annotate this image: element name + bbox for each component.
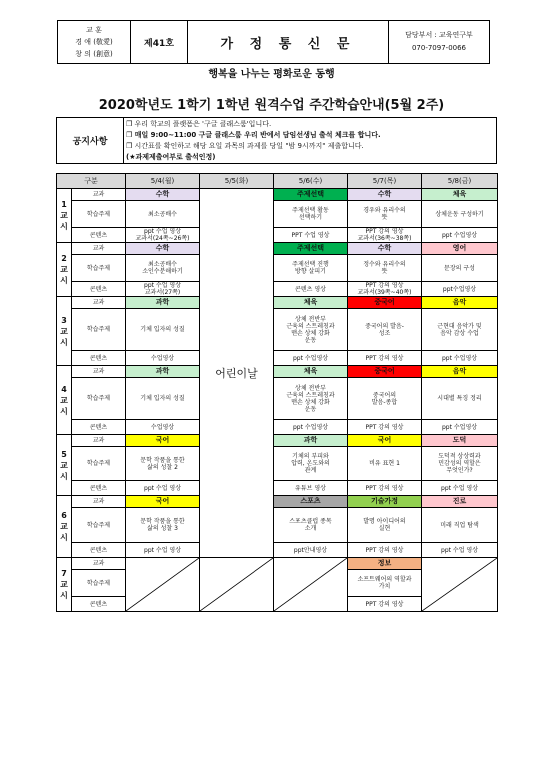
topic-cell: 근현대 음악가 및 음악 감상 수업 — [422, 309, 498, 351]
content-cell: ppt 수업영상 — [274, 420, 348, 435]
subject-cell: 국어 — [126, 496, 200, 508]
table-row — [57, 420, 498, 435]
column-header: 5/7(목) — [348, 174, 422, 189]
holiday-cell: 어린이날 — [200, 189, 274, 558]
table-row — [57, 351, 498, 366]
period-label: 2 교 시 — [57, 243, 72, 297]
school-motto — [58, 21, 131, 64]
table-row — [57, 496, 498, 508]
content-cell: PPT 강의 영상 — [348, 481, 422, 496]
row-label: 학습주제 — [72, 508, 126, 543]
column-header: 5/5(화) — [200, 174, 274, 189]
topic-cell: 주제선택 진행 방향 살피기 — [274, 255, 348, 282]
subject-cell: 과학 — [126, 297, 200, 309]
topic-cell: 정수와 유리수의 뜻 — [348, 255, 422, 282]
table-row — [57, 435, 498, 447]
content-cell: ppt 수업영상 — [274, 351, 348, 366]
empty-slot — [200, 558, 274, 612]
topic-cell: 시대별 특징 정리 — [422, 378, 498, 420]
empty-slot — [274, 558, 348, 612]
table-row — [57, 255, 498, 282]
topic-cell: 기체 입자의 성질 — [126, 378, 200, 420]
content-cell: PPT 강의 영상 — [348, 351, 422, 366]
row-label: 교과 — [72, 496, 126, 508]
table-row — [57, 378, 498, 420]
topic-cell: 중국어의 발음- 성조 — [348, 309, 422, 351]
subject-cell: 과학 — [274, 435, 348, 447]
table-row — [57, 366, 498, 378]
topic-cell: 최소공배수 — [126, 201, 200, 228]
subject-cell: 체육 — [422, 189, 498, 201]
notice-label: 공지사항 — [57, 118, 124, 164]
slogan: 행복을 나누는 평화로운 동행 — [208, 69, 335, 80]
table-row — [57, 508, 498, 543]
topic-cell: 스포츠클럽 종목 소개 — [274, 508, 348, 543]
content-cell: PPT 강의 영상 교과서(39쪽~40쪽) — [348, 282, 422, 297]
topic-cell: 상체 전반부 근육의 스트레칭과 맨손 상체 강화 운동 — [274, 309, 348, 351]
empty-slot — [126, 558, 200, 612]
topic-cell: 최소공배수 소인수분해하기 — [126, 255, 200, 282]
empty-slot — [422, 558, 498, 612]
topic-cell: 중국어의 발음-종합 — [348, 378, 422, 420]
subject-cell: 중국어 — [348, 366, 422, 378]
subject-cell: 진로 — [422, 496, 498, 508]
department-name: 담당부서 : 교육연구부 — [405, 31, 473, 39]
period-label: 1 교 시 — [57, 189, 72, 243]
department-phone: 070-7097-0066 — [411, 44, 467, 52]
subject-cell: 영어 — [422, 243, 498, 255]
topic-cell: 미래 직업 탐색 — [422, 508, 498, 543]
content-cell: PPT 수업 영상 — [274, 228, 348, 243]
subject-cell: 스포츠 — [274, 496, 348, 508]
topic-cell: 문학 작품을 통한 삶의 성찰 2 — [126, 447, 200, 481]
content-cell: ppt 수업영상 — [422, 228, 498, 243]
subject-cell: 국어 — [126, 435, 200, 447]
table-row — [57, 228, 498, 243]
content-cell: PPT 강의 영상 — [348, 543, 422, 558]
notice-line: (★과제제출여부로 출석인정) — [126, 152, 216, 161]
row-label: 콘텐츠 — [72, 420, 126, 435]
subject-cell: 음악 — [422, 297, 498, 309]
content-cell: ppt 수업 영상 — [422, 481, 498, 496]
subject-cell: 주제선택 — [274, 243, 348, 255]
topic-cell: 주제선택 활동 선택하기 — [274, 201, 348, 228]
content-cell: ppt 수업 영상 교과서(24쪽~26쪽) — [126, 228, 200, 243]
topic-cell: 상체 전반부 근육의 스트레칭과 맨손 상체 강화 운동 — [274, 378, 348, 420]
topic-cell: 소프트웨어의 역할과 가치 — [348, 570, 422, 597]
table-row — [57, 189, 498, 201]
period-label: 6 교 시 — [57, 496, 72, 558]
weekly-timetable — [56, 173, 498, 612]
row-label: 콘텐츠 — [72, 481, 126, 496]
row-label: 학습주제 — [72, 570, 126, 597]
content-cell: ppt수업영상 — [422, 282, 498, 297]
row-label: 교과 — [72, 366, 126, 378]
row-label: 학습주제 — [72, 255, 126, 282]
subject-cell: 수학 — [126, 189, 200, 201]
page-title: 2020학년도 1학기 1학년 원격수업 주간학습안내(5월 2주) — [98, 98, 445, 113]
period-label: 4 교 시 — [57, 366, 72, 435]
row-label: 학습주제 — [72, 447, 126, 481]
topic-cell: 기체의 부피와 압력, 온도와의 관계 — [274, 447, 348, 481]
row-label: 교과 — [72, 297, 126, 309]
table-row — [57, 282, 498, 297]
period-label: 5 교 시 — [57, 435, 72, 496]
subject-cell: 수학 — [348, 243, 422, 255]
table-row — [57, 447, 498, 481]
subject-cell: 수학 — [126, 243, 200, 255]
topic-cell: 비유 표현 1 — [348, 447, 422, 481]
subject-cell: 주제선택 — [274, 189, 348, 201]
subject-cell: 도덕 — [422, 435, 498, 447]
subject-cell: 정보 — [348, 558, 422, 570]
content-cell: 수업영상 — [126, 351, 200, 366]
row-label: 학습주제 — [72, 201, 126, 228]
content-cell: ppt 수업 영상 — [126, 543, 200, 558]
content-cell: ppt 수업 영상 교과서(27쪽) — [126, 282, 200, 297]
content-cell: ppt안내영상 — [274, 543, 348, 558]
column-header: 구분 — [57, 174, 126, 189]
department-info — [389, 21, 490, 64]
row-label: 교과 — [72, 558, 126, 570]
subject-cell: 기술가정 — [348, 496, 422, 508]
row-label: 콘텐츠 — [72, 351, 126, 366]
newsletter-header — [57, 20, 490, 64]
topic-cell: 상체운동 구성하기 — [422, 201, 498, 228]
row-label: 교과 — [72, 243, 126, 255]
row-label: 교과 — [72, 435, 126, 447]
content-cell: ppt 수업 영상 — [126, 481, 200, 496]
column-header: 5/4(월) — [126, 174, 200, 189]
subject-cell: 체육 — [274, 366, 348, 378]
table-row — [57, 558, 498, 570]
table-row — [57, 243, 498, 255]
notice-content — [124, 118, 497, 164]
subject-cell: 음악 — [422, 366, 498, 378]
issue-number: 제41호 — [131, 21, 188, 64]
row-label: 학습주제 — [72, 309, 126, 351]
topic-cell: 기체 입자의 성질 — [126, 309, 200, 351]
row-label: 학습주제 — [72, 378, 126, 420]
subject-cell: 과학 — [126, 366, 200, 378]
subject-cell: 중국어 — [348, 297, 422, 309]
row-label: 콘텐츠 — [72, 543, 126, 558]
column-header: 5/6(수) — [274, 174, 348, 189]
content-cell: 유튜브 영상 — [274, 481, 348, 496]
topic-cell: 문장의 구성 — [422, 255, 498, 282]
content-cell: PPT 강의 영상 — [348, 420, 422, 435]
topic-cell: 경우와 유리수의 뜻 — [348, 201, 422, 228]
content-cell: PPT 강의 영상 — [348, 597, 422, 612]
table-row — [57, 309, 498, 351]
column-header: 5/8(금) — [422, 174, 498, 189]
content-cell: 콘텐츠 영상 — [274, 282, 348, 297]
period-label: 7 교 시 — [57, 558, 72, 612]
subject-cell: 체육 — [274, 297, 348, 309]
notice-line: ❒ 매일 9:00~11:00 구글 클래스룸 우리 반에서 담임선생님 출석 체크를 합니다. — [126, 130, 381, 139]
motto-line: 경 애 (敬愛) — [75, 38, 113, 46]
notice-box — [56, 117, 497, 164]
topic-cell: 발명 아이디어의 실현 — [348, 508, 422, 543]
table-row — [57, 481, 498, 496]
content-cell: ppt 수업 영상 — [422, 543, 498, 558]
row-label: 콘텐츠 — [72, 228, 126, 243]
subject-cell: 수학 — [348, 189, 422, 201]
table-row — [57, 201, 498, 228]
topic-cell: 도덕적 상상력과 민감성의 역할은 무엇인가? — [422, 447, 498, 481]
table-row — [57, 297, 498, 309]
subject-cell: 국어 — [348, 435, 422, 447]
motto-line: 창 의 (創意) — [75, 50, 113, 58]
period-label: 3 교 시 — [57, 297, 72, 366]
table-row — [57, 543, 498, 558]
content-cell: ppt 수업영상 — [422, 420, 498, 435]
notice-line: ❒ 우리 학교의 플랫폼은 '구글 클래스룸'입니다. — [126, 119, 272, 128]
row-label: 콘텐츠 — [72, 597, 126, 612]
motto-line: 교 훈 — [86, 26, 102, 34]
content-cell: ppt 수업영상 — [422, 351, 498, 366]
topic-cell: 문학 작품을 통한 삶의 성찰 3 — [126, 508, 200, 543]
newsletter-title: 가 정 통 신 문 — [188, 21, 389, 64]
row-label: 콘텐츠 — [72, 282, 126, 297]
notice-line: ❒ 시간표를 확인하고 해당 요일 과목의 과제를 당일 "밤 9시까지" 제출합니다. — [126, 141, 364, 150]
content-cell: PPT 강의 영상 교과서(36쪽~38쪽) — [348, 228, 422, 243]
row-label: 교과 — [72, 189, 126, 201]
content-cell: 수업영상 — [126, 420, 200, 435]
